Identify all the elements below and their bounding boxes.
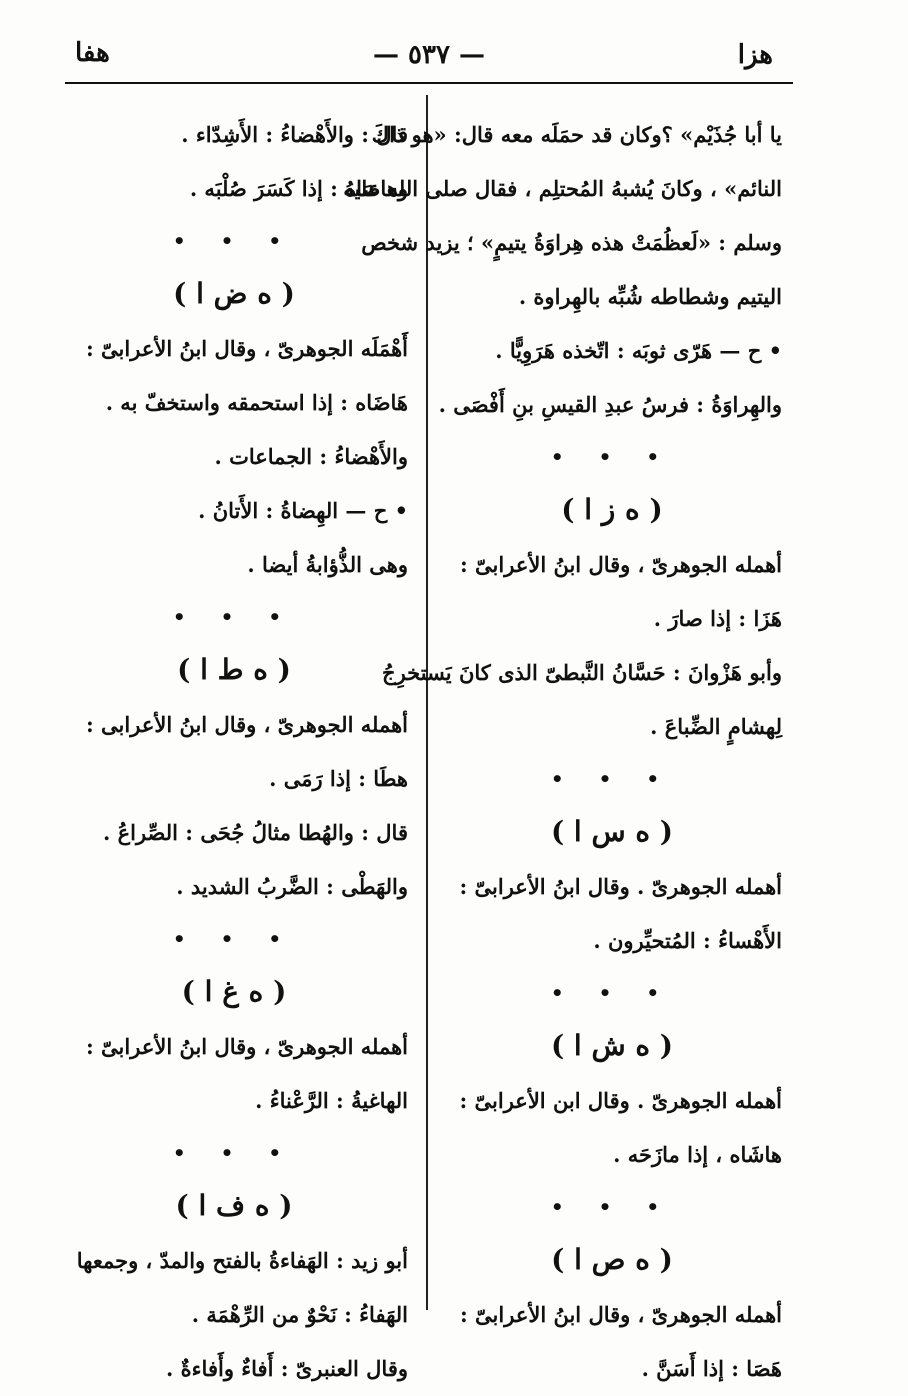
text-line: والهَطْى : الضَّربُ الشديد . bbox=[176, 874, 408, 899]
section-separator: • • • bbox=[550, 1195, 674, 1219]
text-line: وهى الذُّؤابةُ أيضا . bbox=[247, 552, 408, 577]
text-line: وهاصَاهُ : إذا كَسَرَ صُلْبَه . bbox=[189, 176, 408, 201]
text-line: هَاضَاه : إذا استحمقه واستخفّ به . bbox=[105, 390, 408, 415]
entry-heading: ( ه ص ا ) bbox=[551, 1243, 673, 1276]
column-divider bbox=[426, 95, 428, 1310]
section-separator: • • • bbox=[172, 1141, 296, 1165]
header-left-root: هفا bbox=[75, 38, 110, 68]
page-header bbox=[65, 38, 793, 74]
section-separator: • • • bbox=[550, 981, 674, 1005]
text-line: الهاغيةُ : الرَّعْناءُ . bbox=[255, 1088, 408, 1113]
text-line: أبو زيد : الهَفاءةُ بالفتح والمدّ ، وجمعها bbox=[76, 1248, 408, 1273]
text-line: لِهشامٍ الضِّباعَ . bbox=[650, 714, 782, 739]
text-line: النائم» ، وكانَ يُشبهُ المُحتلِم ، فقال صلى الله عليه bbox=[343, 176, 782, 201]
text-line: اليتيم وشطاطه شُبِّه بالهِراوة . bbox=[518, 284, 782, 309]
text-line: أهمله الجوهرىّ . وقال ابن الأعرابىّ : bbox=[459, 1088, 782, 1113]
text-line: أَهْمَلَه الجوهرىّ ، وقال ابنُ الأعرابىّ : bbox=[85, 336, 408, 361]
text-line: هَزَا : إذا صارَ . bbox=[653, 606, 782, 631]
text-line: وأبو هَزْوانَ : حَسَّانُ النَّبطىّ الذى كانَ يَستخرِجُ bbox=[382, 660, 782, 685]
text-line: • ح — الهِضاةُ : الأَتانُ . bbox=[198, 498, 408, 523]
text-line: أهمله الجوهرىّ . وقال ابنُ الأعرابىّ : bbox=[459, 874, 782, 899]
text-line: الهَفاءُ : نَحْوٌ من الرِّهْمَة . bbox=[191, 1302, 408, 1327]
text-line: هطَا : إذا رَمَى . bbox=[269, 766, 408, 791]
entry-heading: ( ه ز ا ) bbox=[561, 493, 663, 526]
text-line: قال : والهُطا مثالُ جُحَى : الصِّراعُ . bbox=[102, 820, 408, 845]
header-rule bbox=[65, 82, 793, 84]
section-separator: • • • bbox=[172, 605, 296, 629]
entry-heading: ( ه س ا ) bbox=[550, 815, 674, 848]
text-line: • ح — هَرّى ثوبَه : اتّخذه هَرَوِيًّا . bbox=[495, 338, 782, 363]
text-line: أهمله الجوهرىّ ، وقال ابنُ الأعرابى : bbox=[85, 712, 408, 737]
section-separator: • • • bbox=[172, 927, 296, 951]
text-line: يا أبا جُذَيْم» ؟وكان قد حمَلَه معه قال: «هو ذاكَ bbox=[371, 122, 782, 147]
entry-heading: ( ه غ ا ) bbox=[181, 975, 287, 1008]
section-separator: • • • bbox=[550, 445, 674, 469]
text-line: والأَهْضاءُ : الجماعات . bbox=[214, 444, 408, 469]
entry-heading: ( ه ط ا ) bbox=[177, 653, 291, 686]
entry-heading: ( ه ف ا ) bbox=[175, 1189, 293, 1222]
text-line: والهِراوَةُ : فرسُ عبدِ القيسِ بنِ أَفْصَى . bbox=[438, 392, 782, 417]
text-line: أهمله الجوهرىّ ، وقال ابنُ الأعرابىّ : bbox=[459, 1302, 782, 1327]
header-right-root: هزا bbox=[737, 40, 773, 70]
section-separator: • • • bbox=[172, 229, 296, 253]
text-line: هَصَا : إذا أَسَنَّ . bbox=[641, 1356, 782, 1381]
text-line: أهمله الجوهرىّ ، وقال ابنُ الأعرابىّ : bbox=[459, 552, 782, 577]
section-separator: • • • bbox=[550, 767, 674, 791]
entry-heading: ( ه ض ا ) bbox=[173, 277, 295, 310]
text-line: وسلم : «لَعظُمَتْ هذه هِراوَةُ يتيمٍ» ؛ يزيد شخص bbox=[361, 230, 782, 255]
text-line: الأَهْساءُ : المُتحيِّرون . bbox=[593, 928, 782, 953]
page-number: — ٥٣٧ — bbox=[372, 40, 486, 70]
text-line: هاشَاه ، إذا مازَحَه . bbox=[613, 1142, 782, 1167]
text-line: قال : والأَهْضاءُ : الأَشِدّاء . bbox=[181, 122, 408, 147]
right-column bbox=[343, 108, 782, 1396]
left-column bbox=[60, 108, 408, 1396]
entry-heading: ( ه ش ا ) bbox=[550, 1029, 674, 1062]
text-line: وقال العنبرىّ : أَفاءٌ وأَفاءةٌ . bbox=[166, 1356, 408, 1381]
text-line: أهمله الجوهرىّ ، وقال ابنُ الأعرابىّ : bbox=[85, 1034, 408, 1059]
